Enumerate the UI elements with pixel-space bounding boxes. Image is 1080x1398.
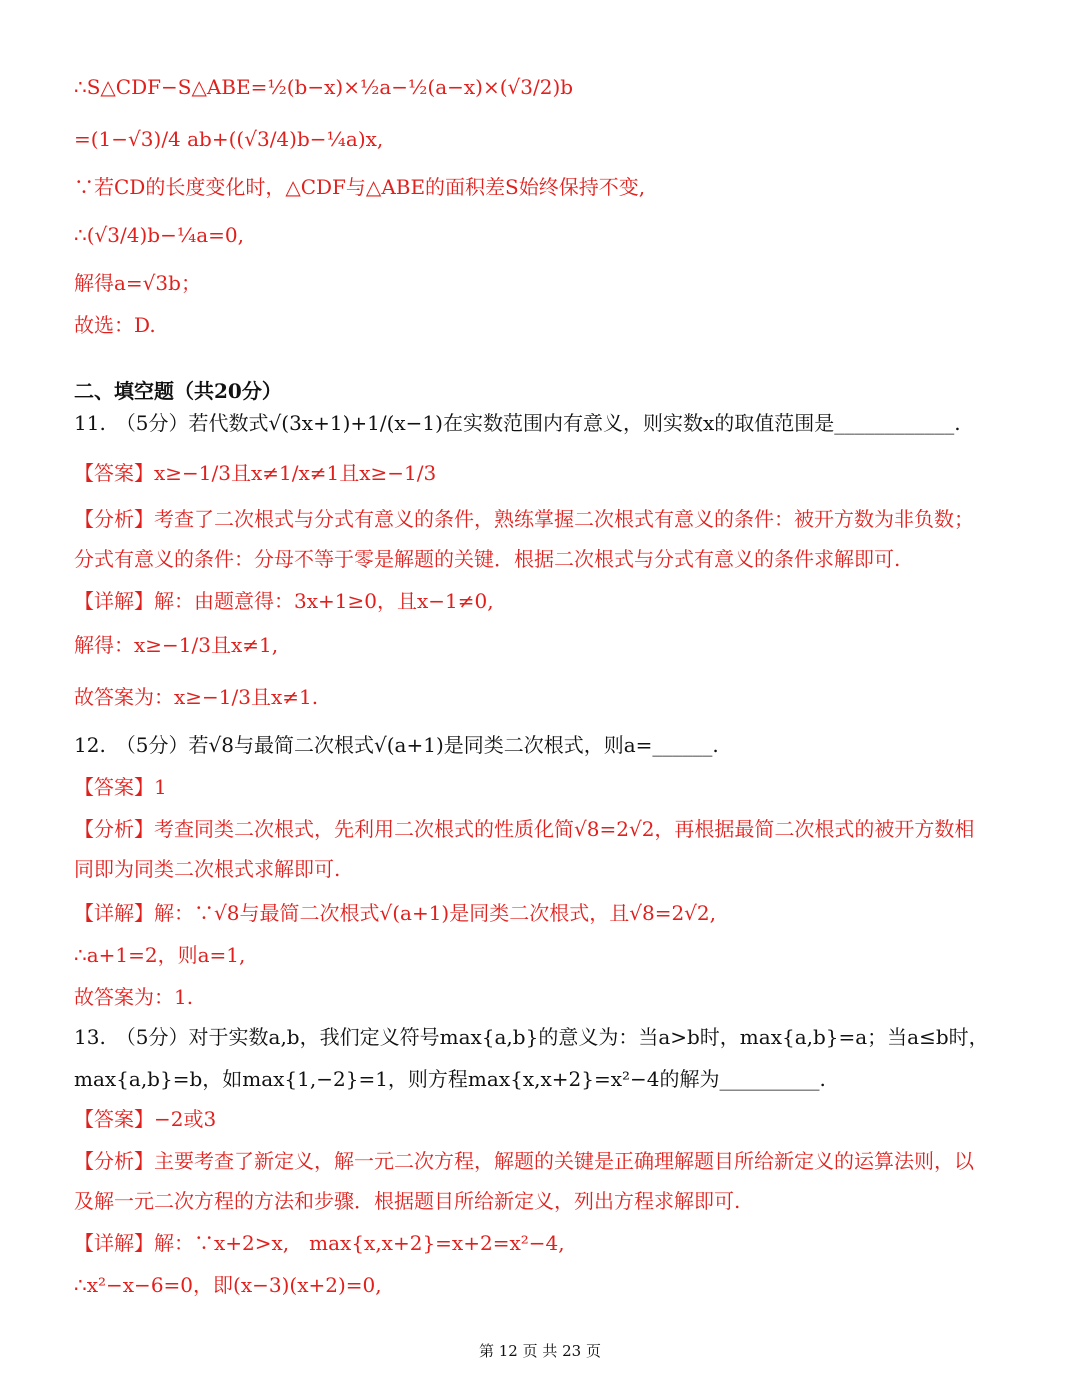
question-13: 13. （5分）对于实数a,b，我们定义符号max{a,b}的意义为：当a>b时，max{a,b}=a；当a≤b时， (74, 1025, 989, 1049)
question-13-cont: max{a,b}=b，如max{1,−2}=1，则方程max{x,x+2}=x²−4的解为__________. (74, 1067, 826, 1091)
text-line: ∴S△CDF−S△ABE=½(b−x)×½a−½(a−x)×(√3/2)b (74, 75, 574, 99)
question-12: 12. （5分）若√8与最简二次根式√(a+1)是同类二次根式，则a=______. (74, 733, 719, 757)
analysis-12-cont: 同即为同类二次根式求解即可. (74, 857, 341, 881)
text-line: ∴(√3/4)b−¼a=0, (74, 223, 244, 247)
answer-12: 【答案】1 (74, 775, 167, 799)
analysis-13-cont: 及解一元二次方程的方法和步骤．根据题目所给新定义，列出方程求解即可. (74, 1189, 741, 1213)
text-line: 故选：D. (74, 313, 156, 337)
analysis-12: 【分析】考查同类二次根式，先利用二次根式的性质化简√8=2√2，再根据最简二次根式的被开方数相 (74, 817, 975, 841)
analysis-13: 【分析】主要考查了新定义，解一元二次方程，解题的关键是正确理解题目所给新定义的运算法则，以 (74, 1149, 974, 1173)
text-line: ∵若CD的长度变化时，△CDF与△ABE的面积差S始终保持不变, (74, 175, 646, 199)
text-line: 解得a=√3b； (74, 271, 201, 295)
question-11: 11. （5分）若代数式√(3x+1)+1/(x−1)在实数范围内有意义，则实数x的取值范围是____________. (74, 411, 961, 435)
detail-13: 【详解】解：∵x+2>x, max{x,x+2}=x+2=x²−4, (74, 1231, 565, 1255)
text-line: =(1−√3)/4 ab+((√3/4)b−¼a)x, (74, 127, 384, 151)
analysis-11-cont: 分式有意义的条件：分母不等于零是解题的关键．根据二次根式与分式有意义的条件求解即可. (74, 547, 901, 571)
text-line: 故答案为：1. (74, 985, 194, 1009)
page-footer: 第 12 页 共 23 页 (478, 1342, 601, 1360)
text-line: ∴a+1=2，则a=1, (74, 943, 246, 967)
text-line: 故答案为：x≥−1/3且x≠1. (74, 685, 319, 709)
analysis-11: 【分析】考查了二次根式与分式有意义的条件，熟练掌握二次根式有意义的条件：被开方数为非负数； (74, 507, 974, 531)
answer-11: 【答案】x≥−1/3且x≠1/x≠1且x≥−1/3 (74, 461, 437, 485)
text-line: 解得：x≥−1/3且x≠1, (74, 633, 279, 657)
section-heading: 二、填空题（共20分） (74, 379, 282, 403)
detail-12: 【详解】解：∵√8与最简二次根式√(a+1)是同类二次根式，且√8=2√2, (74, 901, 717, 925)
detail-11: 【详解】解：由题意得：3x+1≥0，且x−1≠0, (74, 589, 494, 613)
text-line: ∴x²−x−6=0，即(x−3)(x+2)=0, (74, 1273, 382, 1297)
answer-13: 【答案】−2或3 (74, 1107, 217, 1131)
